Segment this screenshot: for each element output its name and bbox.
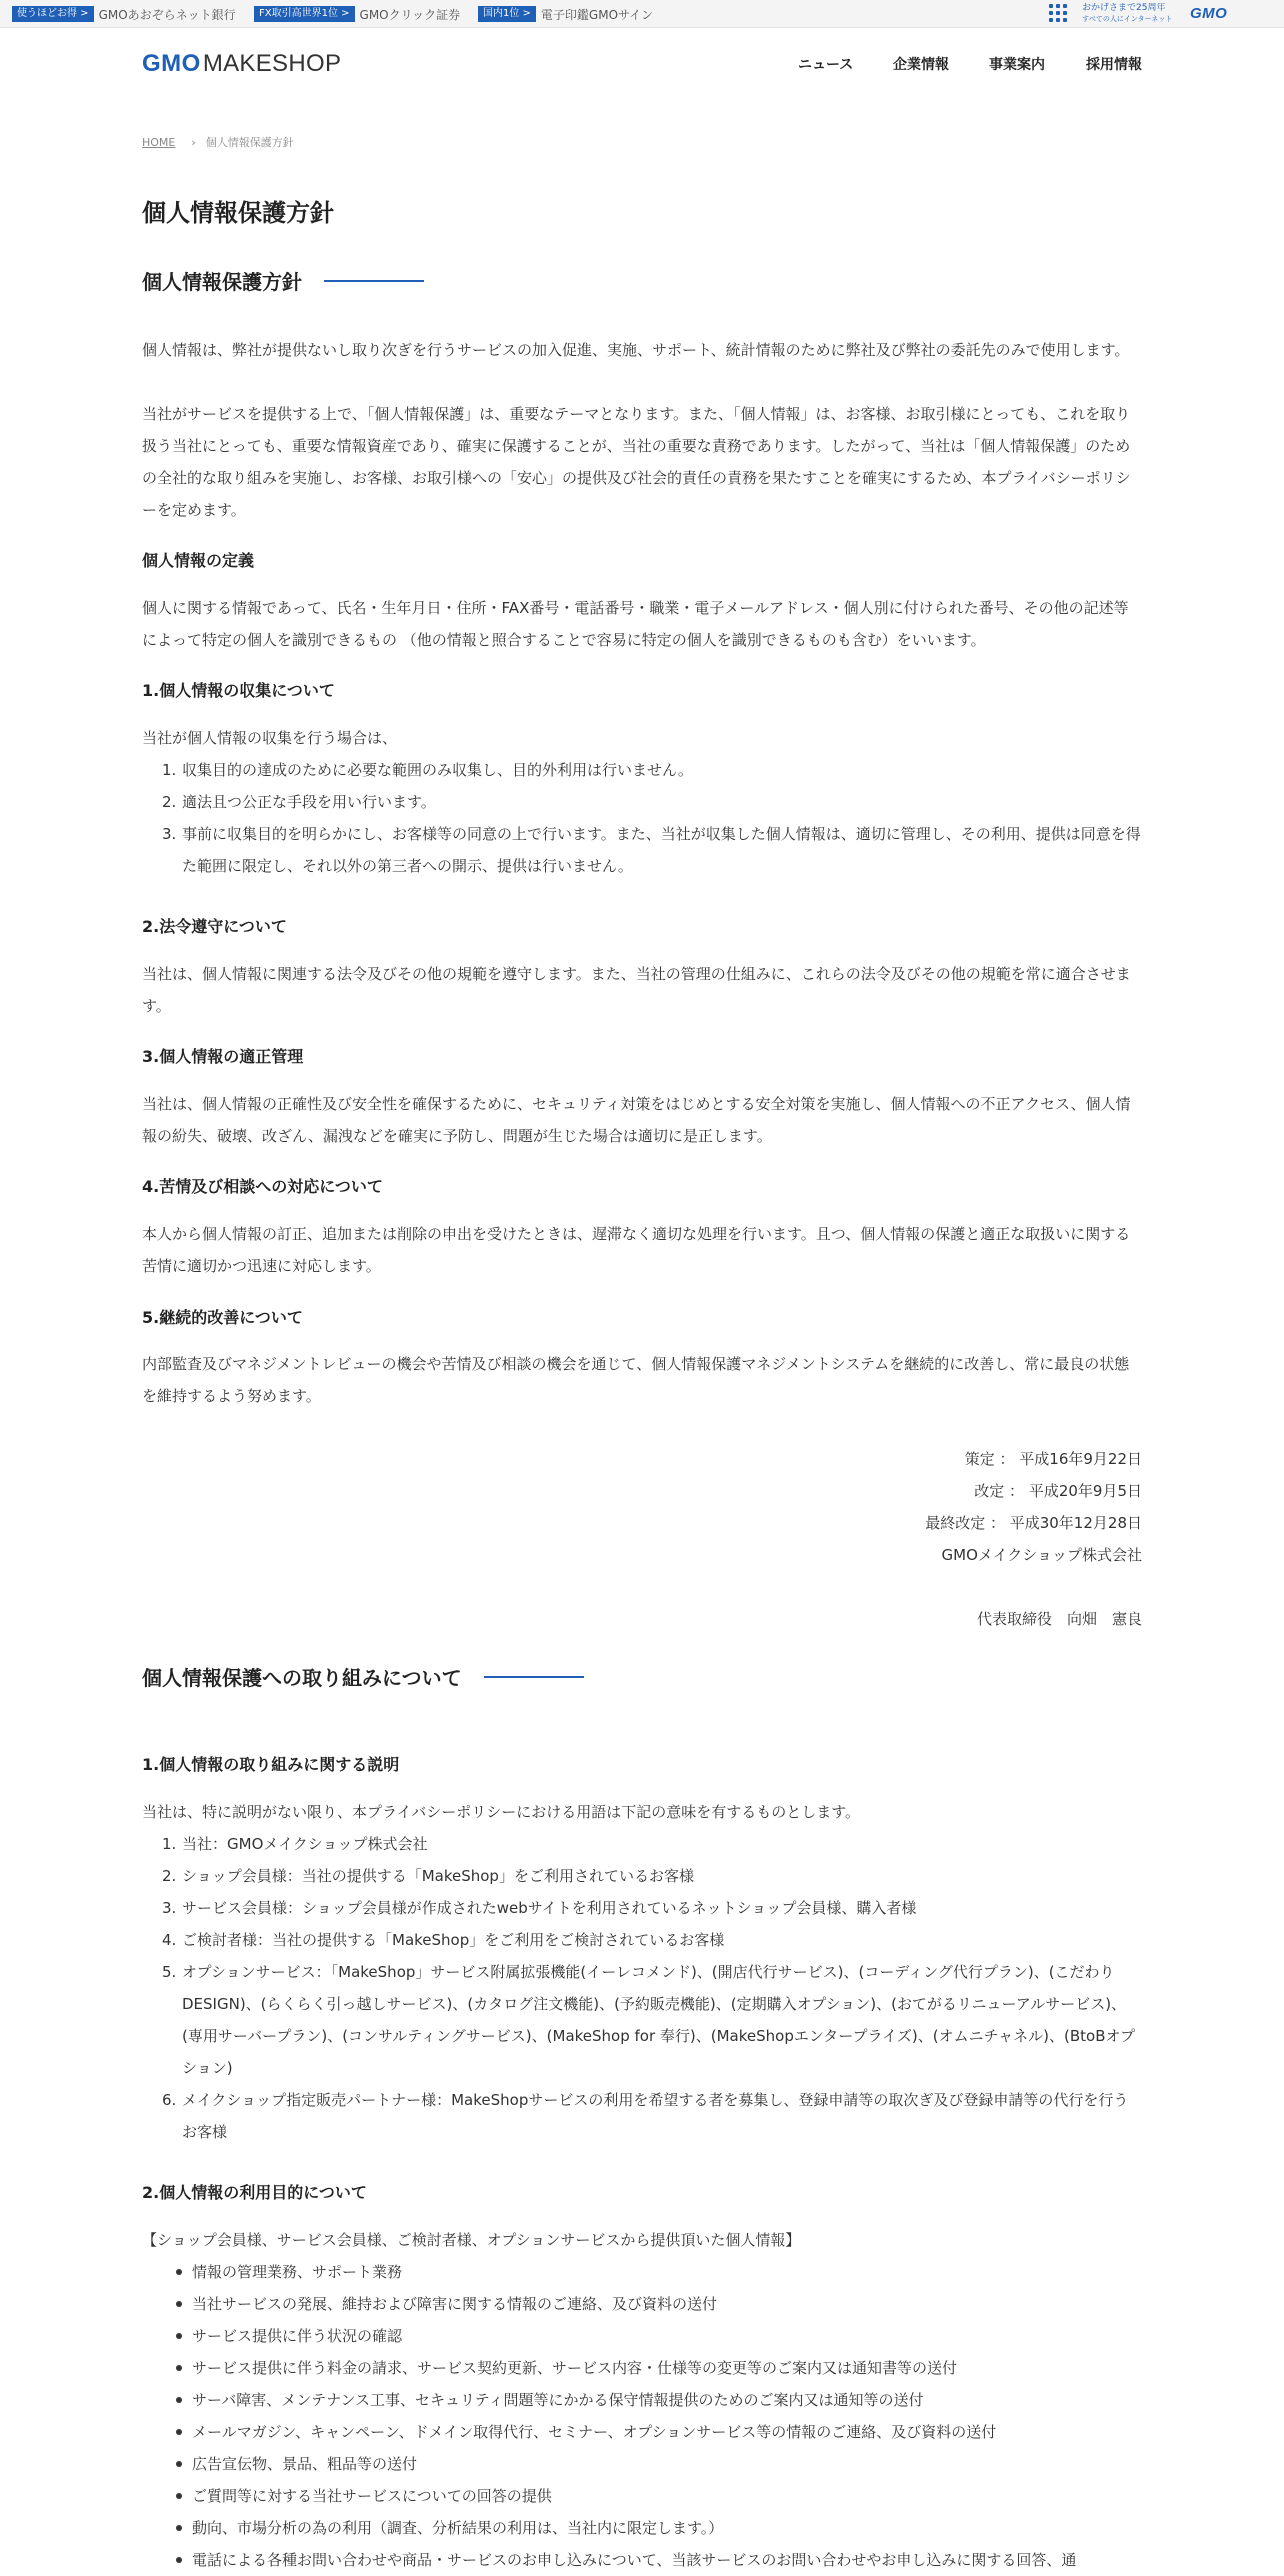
list-item: 当社サービスの発展、維持および障害に関する情報のご連絡、及び資料の送付	[142, 2288, 1142, 2320]
nav-business[interactable]: 事業案内	[989, 57, 1045, 73]
list-item: 3. サービス会員様：ショップ会員様が作成されたwebサイトを利用されているネットショップ会員様、購入者様	[162, 1899, 917, 1917]
list-item: サービス提供に伴う料金の請求、サービス契約更新、サービス内容・仕様等の変更等のご案内又は通知書等の送付	[142, 2352, 1142, 2384]
topbar-link-text: GMOあおぞらネット銀行	[98, 7, 236, 22]
breadcrumb-home[interactable]: HOME	[142, 135, 176, 149]
chevron-right-icon: ›	[191, 135, 196, 149]
purpose-lead: 【ショップ会員様、サービス会員様、ご検討者様、オプションサービスから提供頂いた個人情報】	[142, 2231, 801, 2249]
compliance-text: 当社は、個人情報に関連する法令及びその他の規範を遵守します。また、当社の管理の仕組みに、これらの法令及びその他の規範を常に適合させます。	[142, 965, 1131, 1015]
list-item: サーバ障害、メンテナンス工事、セキュリティ問題等にかかる保守情報提供のためのご案内又は通知等の送付	[142, 2384, 1142, 2416]
efforts-section-title	[142, 1662, 584, 1691]
compliance-heading: 2.法令遵守について	[142, 917, 287, 936]
section-title-text: 個人情報保護方針	[142, 270, 302, 294]
terms-heading: 1.個人情報の取り組みに関する説明	[142, 1755, 400, 1774]
list-item: メールマガジン、キャンペーン、ドメイン取得代行、セミナー、オプションサービス等の情報のご連絡、及び資料の送付	[142, 2416, 1142, 2448]
breadcrumb-current: 個人情報保護方針	[205, 136, 294, 149]
list-item: ご質問等に対する当社サービスについての回答の提供	[142, 2480, 1142, 2512]
title-underline	[484, 1676, 584, 1678]
topbar-tag: 国内1位 >	[478, 6, 536, 22]
makeshop-logo[interactable]	[142, 50, 341, 78]
definition-heading: 個人情報の定義	[142, 551, 255, 570]
page-title: 個人情報保護方針	[142, 199, 334, 227]
topbar-link-text: GMOクリック証券	[359, 7, 461, 22]
anniversary-badge	[1082, 3, 1174, 25]
collection-heading: 1.個人情報の収集について	[142, 681, 335, 700]
list-item: 4. ご検討者様：当社の提供する「MakeShop」をご利用をご検討されているお客様	[162, 1931, 725, 1949]
topbar-tag: FX取引高世界1位 >	[254, 6, 355, 22]
gmo-group-logo[interactable]: GMO	[1190, 5, 1228, 22]
management-text: 当社は、個人情報の正確性及び安全性を確保するために、セキュリティ対策をはじめとする安全対策を実施し、個人情報への不正アクセス、個人情報の紛失、破壊、改ざん、漏洩などを確実に予防し、問題が生じた場合は適切に是正します。	[142, 1095, 1131, 1145]
list-item: 3. 事前に収集目的を明らかにし、お客様等の同意の上で行います。また、当社が収集した個人情報は、適切に管理し、その利用、提供は同意を得た範囲に限定し、それ以外の第三者への開示、提供は行いません。	[162, 825, 1141, 875]
management-heading: 3.個人情報の適正管理	[142, 1047, 304, 1066]
policy-intro-1: 個人情報は、弊社が提供ないし取り次ぎを行うサービスの加入促進、実施、サポート、統計情報のために弊社及び弊社の委託先のみで使用します。	[142, 341, 1130, 359]
section-title-text: 個人情報保護への取り組みについて	[142, 1666, 462, 1690]
topbar-link-aozora[interactable]	[12, 5, 236, 23]
nav-company[interactable]: 企業情報	[893, 57, 949, 73]
complaints-heading: 4.苦情及び相談への対応について	[142, 1177, 383, 1196]
list-item: 6. メイクショップ指定販売パートナー様：MakeShopサービスの利用を希望する者を募集し、登録申請等の取次ぎ及び登録申請等の代行を行うお客様	[162, 2091, 1129, 2141]
collection-list	[142, 754, 1142, 882]
purpose-heading: 2.個人情報の利用目的について	[142, 2183, 367, 2202]
anniversary-text: おかげさまで25周年	[1082, 3, 1166, 13]
topbar-link-click-sec[interactable]	[254, 5, 460, 23]
complaints-text: 本人から個人情報の訂正、追加または削除の申出を受けたときは、遅滞なく適切な処理を行います。且つ、個人情報の保護と適正な取扱いに関する苦情に適切かつ迅速に対応します。	[142, 1225, 1131, 1275]
representative: 代表取締役 向畑 憲良	[976, 1610, 1142, 1628]
list-item: 情報の管理業務、サポート業務	[142, 2256, 1142, 2288]
top-bar	[0, 0, 1284, 28]
last-revised-date: 最終改定 ： 平成30年12月28日	[925, 1514, 1142, 1532]
breadcrumb	[142, 134, 294, 150]
logo-makeshop: MAKESHOP	[202, 50, 342, 77]
list-item: サービス提供に伴う状況の確認	[142, 2320, 1142, 2352]
terms-lead: 当社は、特に説明がない限り、本プライバシーポリシーにおける用語は下記の意味を有するものとします。	[142, 1803, 861, 1821]
policy-intro-2: 当社がサービスを提供する上で、「個人情報保護」は、重要なテーマとなります。また、「個人情報」は、お客様、お取引様にとっても、これを取り扱う当社にとっても、重要な情報資産であり、確実に保護することが、当社の重要な責務であります。したがって、当社は「個人情報保護」のための全社的な取り組みを実施し、お客様、お取引様への「安心」の提供及び社会的責任の責務を果たすことを確実にするため、本プライバシーポリシーを定めます。	[142, 405, 1131, 519]
collection-lead: 当社が個人情報の収集を行う場合は、	[142, 729, 398, 747]
list-item: 5. オプションサービス：「MakeShop」サービス附属拡張機能(イーレコメンド)、(開店代行サービス)、(コーディング代行プラン)、(こだわりDESIGN)、(らくらく引っ越しサービス)、(カタログ注文機能)、(予約販売機能)、(定期購入オプション)、(おてがるリニューアルサービス)、(専用サーバープラン)、(コンサルティングサービス)、(MakeShop for 奉行)、(MakeShopエンタープライズ)、(オムニチャネル)、(BtoBオプション)	[162, 1963, 1136, 2077]
revised-date: 改定 ： 平成20年9月5日	[974, 1482, 1142, 1500]
policy-section-title	[142, 266, 424, 295]
established-date: 策定 ： 平成16年9月22日	[964, 1450, 1142, 1468]
list-item: 電話による各種お問い合わせや商品・サービスのお申し込みについて、当該サービスのお問い合わせやお申し込みに関する回答、通	[142, 2544, 1142, 2576]
title-underline	[324, 280, 424, 282]
anniversary-subtext: すべての人にインターネット	[1082, 15, 1173, 23]
improvement-heading: 5.継続的改善について	[142, 1308, 303, 1327]
list-item: 1. 当社：GMOメイクショップ株式会社	[162, 1835, 428, 1853]
nav-news[interactable]: ニュース	[798, 57, 854, 73]
purpose-list	[142, 2256, 1142, 2576]
list-item: 1. 収集目的の達成のために必要な範囲のみ収集し、目的外利用は行いません。	[162, 761, 693, 779]
terms-list	[142, 1828, 1142, 2148]
list-item: 動向、市場分析の為の利用（調査、分析結果の利用は、当社内に限定します。）	[142, 2512, 1142, 2544]
topbar-tag: 使うほどお得 >	[12, 6, 94, 22]
improvement-text: 内部監査及びマネジメントレビューの機会や苦情及び相談の機会を通じて、個人情報保護マネジメントシステムを継続的に改善し、常に最良の状態を維持するよう努めます。	[142, 1355, 1130, 1405]
list-item: 2. ショップ会員様：当社の提供する「MakeShop」をご利用されているお客様	[162, 1867, 694, 1885]
list-item: 広告宣伝物、景品、粗品等の送付	[142, 2448, 1142, 2480]
topbar-link-text: 電子印鑑GMOサイン	[540, 7, 654, 22]
company-name: GMOメイクショップ株式会社	[941, 1546, 1142, 1564]
nav-recruit[interactable]: 採用情報	[1086, 57, 1142, 73]
definition-text: 個人に関する情報であって、氏名・生年月日・住所・FAX番号・電話番号・職業・電子メールアドレス・個人別に付けられた番号、その他の記述等によって特定の個人を識別できるもの （他の情報と照合することで容易に特定の個人を識別できるものも含む）をいいます。	[142, 599, 1129, 649]
group-menu-icon[interactable]	[1049, 4, 1067, 22]
list-item: 2. 適法且つ公正な手段を用い行います。	[162, 793, 436, 811]
topbar-link-gmo-sign[interactable]	[478, 5, 653, 23]
logo-gmo: GMO	[142, 50, 201, 77]
